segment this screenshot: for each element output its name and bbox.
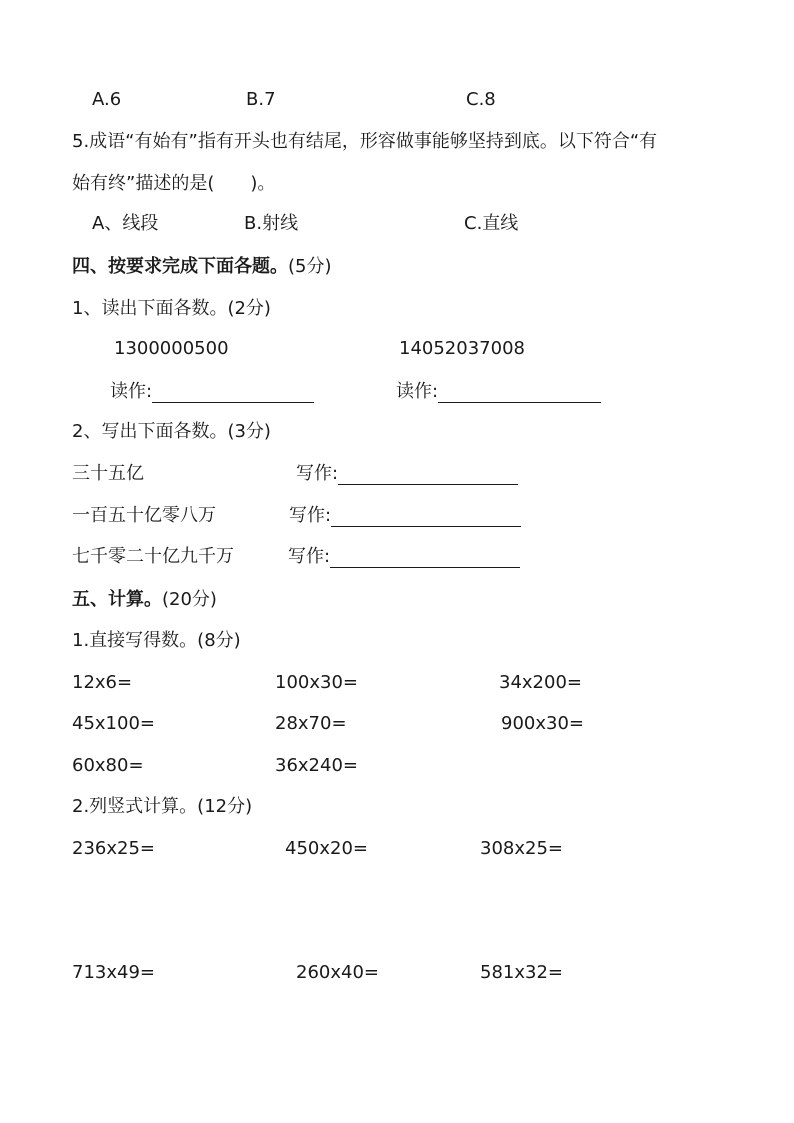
write-label: 写作: — [296, 463, 339, 484]
number-in-words: 三十五亿 — [72, 463, 144, 484]
number-to-read: 1300000500 — [114, 338, 229, 359]
number-in-words: 一百五十亿零八万 — [72, 505, 216, 526]
math-problem: 34x200= — [499, 672, 582, 693]
write-row — [296, 463, 518, 485]
write-label: 写作: — [289, 505, 332, 526]
read-label: 读作: — [110, 381, 153, 402]
write-label: 写作: — [288, 546, 331, 567]
read-row — [110, 381, 314, 403]
math-problem: 45x100= — [72, 713, 155, 734]
subquestion-title: 2.列竖式计算。(12分) — [72, 796, 253, 817]
math-problem: 308x25= — [480, 838, 563, 859]
math-problem: 450x20= — [285, 838, 368, 859]
math-problem: 900x30= — [501, 713, 584, 734]
subquestion-title: 1.直接写得数。(8分) — [72, 630, 241, 651]
option-a: A、线段 — [92, 213, 159, 234]
answer-blank[interactable] — [330, 549, 520, 568]
option-c: C.直线 — [464, 213, 519, 234]
write-row — [288, 546, 520, 568]
math-problem: 100x30= — [275, 672, 358, 693]
answer-blank[interactable] — [338, 466, 518, 485]
number-in-words: 七千零二十亿九千万 — [72, 546, 234, 567]
math-problem: 12x6= — [72, 672, 133, 693]
read-row — [396, 381, 601, 403]
section-title: 四、按要求完成下面各题。 — [72, 256, 288, 277]
math-problem: 581x32= — [480, 962, 563, 983]
write-row — [289, 505, 521, 527]
section-points: (20分) — [162, 589, 217, 610]
section-points: (5分) — [288, 256, 332, 277]
math-problem: 713x49= — [72, 962, 155, 983]
math-problem: 260x40= — [296, 962, 379, 983]
math-problem: 28x70= — [275, 713, 347, 734]
number-to-read: 14052037008 — [399, 338, 525, 359]
option-b: B.7 — [246, 89, 276, 110]
math-problem: 60x80= — [72, 755, 144, 776]
option-a: A.6 — [92, 89, 122, 110]
answer-blank[interactable] — [331, 508, 521, 527]
option-b: B.射线 — [244, 213, 299, 234]
section-5-heading — [72, 589, 217, 611]
read-label: 读作: — [396, 381, 439, 402]
section-title: 五、计算。 — [72, 589, 162, 610]
question-5-line1: 5.成语“有始有”指有开头也有结尾，形容做事能够坚持到底。以下符合“有 — [72, 131, 658, 152]
question-5-line2: 始有终”描述的是( )。 — [72, 173, 276, 194]
subquestion-title: 2、写出下面各数。(3分) — [72, 421, 271, 442]
option-c: C.8 — [466, 89, 496, 110]
math-problem: 36x240= — [275, 755, 358, 776]
section-4-heading — [72, 256, 332, 278]
math-problem: 236x25= — [72, 838, 155, 859]
subquestion-title: 1、读出下面各数。(2分) — [72, 298, 271, 319]
answer-blank[interactable] — [152, 384, 314, 403]
answer-blank[interactable] — [438, 384, 601, 403]
